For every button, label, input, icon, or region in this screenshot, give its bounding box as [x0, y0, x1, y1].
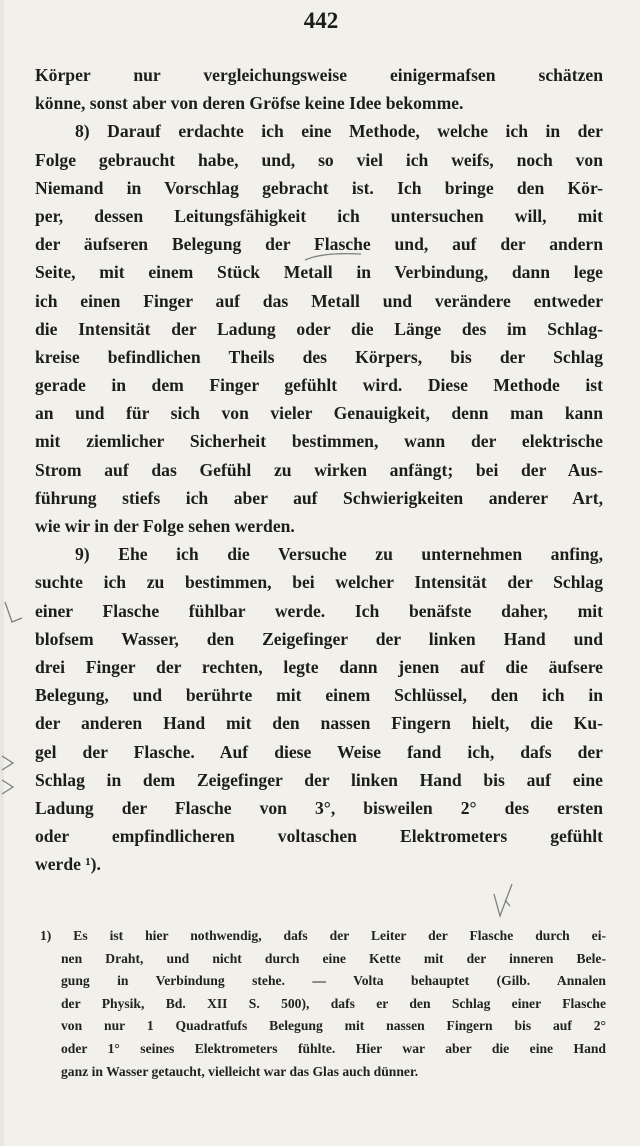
- text-line: wie wir in der Folge sehen werden.: [35, 516, 295, 536]
- text-line: blofsem Wasser, den Zeigefinger der linken Hand und: [35, 628, 603, 649]
- text-line: Strom auf das Gefühl zu wirken anfängt; bei der Aus-: [35, 459, 603, 480]
- text-line: Schlag in dem Zeigefinger der linken Hand bis auf eine: [35, 769, 603, 790]
- text-line: oder empfindlicheren voltaschen Elektrometers gefühlt: [35, 826, 603, 847]
- text-line: der äufseren Belegung der Flasche und, auf der andern: [35, 234, 603, 255]
- footnote-line: der Physik, Bd. XII S. 500), dafs er den Schlag einer Flasche: [61, 995, 606, 1011]
- text-line: Niemand in Vorschlag gebracht ist. Ich bringe den Kör-: [35, 177, 603, 198]
- text-line: werde ¹).: [35, 854, 101, 875]
- text-line: Körper nur vergleichungsweise einigermafsen schätzen: [35, 65, 603, 85]
- text-line: Ladung der Flasche von 3°, bisweilen 2° des ersten: [35, 797, 603, 818]
- text-line: 9) Ehe ich die Versuche zu unternehmen anfing,: [75, 544, 603, 565]
- text-line: an und für sich von vieler Genauigkeit, denn man kann: [35, 403, 603, 424]
- footnote-line: von nur 1 Quadratfufs Belegung mit nassen Fingern bis auf 2°: [61, 1018, 606, 1034]
- text-line: der anderen Hand mit den nassen Fingern hielt, die Ku-: [35, 713, 603, 734]
- text-line: gerade in dem Finger gefühlt wird. Diese Methode ist: [35, 375, 603, 396]
- pencil-check-mark: [488, 880, 522, 922]
- page-number: 442: [303, 8, 339, 33]
- text-line: mit ziemlicher Sicherheit bestimmen, wann der elektrische: [35, 431, 603, 452]
- text-line: Belegung, und berührte mit einem Schlüssel, den ich in: [35, 685, 603, 706]
- text-line: führung stiefs ich aber auf Schwierigkeiten anderer Art,: [35, 487, 603, 508]
- text-line: könne, sonst aber von deren Gröfse keine Idee bekomme.: [35, 93, 464, 114]
- text-line: die Intensität der Ladung oder die Länge des im Schlag-: [35, 318, 603, 339]
- footnote-line: gung in Verbindung stehe. — Volta behauptet (Gilb. Annalen: [61, 973, 606, 989]
- pencil-underline-mark: [303, 248, 363, 266]
- text-line: gel der Flasche. Auf diese Weise fand ich, dafs der: [35, 741, 603, 762]
- text-line: einer Flasche fühlbar werde. Ich benäfste daher, mit: [35, 600, 603, 621]
- footnotes: [40, 925, 606, 1083]
- footnote-line: ganz in Wasser getaucht, vielleicht war das Glas auch dünner.: [61, 1063, 419, 1079]
- text-line: Seite, mit einem Stück Metall in Verbindung, dann lege: [35, 262, 603, 283]
- text-line: drei Finger der rechten, legte dann jenen auf die äufsere: [35, 656, 603, 677]
- text-line: Folge gebraucht habe, und, so viel ich weifs, noch von: [35, 149, 603, 170]
- body-text: [35, 61, 603, 878]
- pencil-margin-mark-1: [2, 600, 24, 626]
- pencil-margin-mark-3: [0, 776, 16, 798]
- footnote-line: nen Draht, und nicht durch eine Kette mit der inneren Bele-: [61, 950, 606, 966]
- text-line: 8) Darauf erdachte ich eine Methode, welche ich in der: [75, 121, 603, 142]
- text-line: kreise befindlichen Theils des Körpers, bis der Schlag: [35, 346, 603, 367]
- text-line: per, dessen Leitungsfähigkeit ich untersuchen will, mit: [35, 205, 603, 226]
- footnote-line: oder 1° seines Elektrometers fühlte. Hier war aber die eine Hand: [61, 1040, 606, 1056]
- text-line: suchte ich zu bestimmen, bei welcher Intensität der Schlag: [35, 572, 603, 593]
- footnote-line: 1) Es ist hier nothwendig, dafs der Leiter der Flasche durch ei-: [40, 928, 606, 943]
- text-line: ich einen Finger auf das Metall und verändere entweder: [35, 290, 603, 311]
- pencil-margin-mark-2: [0, 752, 16, 774]
